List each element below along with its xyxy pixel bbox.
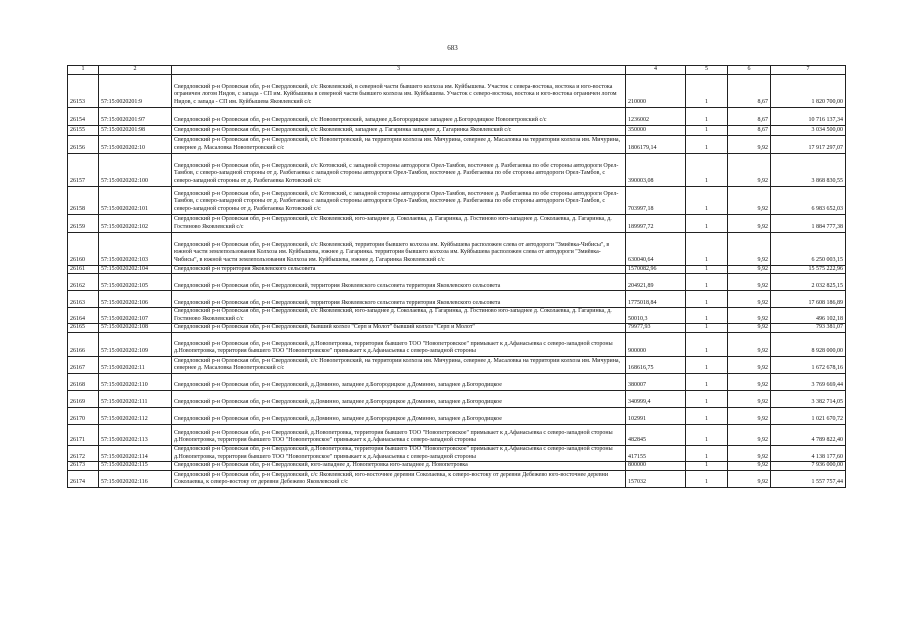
row-id: 26168 (68, 373, 99, 390)
area-value: 1806179,14 (626, 135, 686, 153)
area-value: 380007 (626, 373, 686, 390)
cadastral-value: 17 917 297,07 (771, 135, 846, 153)
table-row (68, 390, 846, 407)
location-description: Свердловский р-н Орловская обл, р-н Свердловский, с/с Котовский, с западной стороны автодороги Орел-Тамбов, восточнее д. Разбегаевка по обе стороны автодороги Орел-Тамбов, с северо-западной стороны от д. Разбегаевка с западной стороны автодороги Орел-Тамбов, восточнее д. Разбегаевка по обе стороны автодороги Орел-Тамбов, с северо-западной стороны от д. Разбегаевка Котовский с/с (172, 186, 626, 214)
count-value: 1 (686, 274, 728, 291)
rate-value: 9,92 (728, 135, 771, 153)
location-description: Свердловский р-н Орловская обл, р-н Свердловский, с/с Котовский, с западной стороны автодороги Орел-Тамбов, восточнее д. Разбегаевка по обе стороны автодороги Орел-Тамбов, с северо-западной стороны от д. Разбегаевка с западной стороны автодороги Орел-Тамбов, восточнее д. Разбегаевка по обе стороны автодороги Орел-Тамбов, с северо-западной стороны от д. Разбегаевка Котовский с/с (172, 153, 626, 186)
count-value: 1 (686, 308, 728, 324)
area-value: 417155 (626, 445, 686, 461)
cadastral-value: 1 820 700,00 (771, 74, 846, 107)
table-row (68, 356, 846, 373)
cadastral-value: 10 716 137,34 (771, 107, 846, 125)
row-id: 26163 (68, 291, 99, 308)
count-value: 1 (686, 407, 728, 424)
row-id: 26156 (68, 135, 99, 153)
location-description: Свердловский р-н Орловская обл, р-н Свердловский, с/с Яковлевский, юго-западнее д. Соколаевка, д. Гагаринка, д. Гостиново юго-западнее д. Соколаевка, д. Гагаринка, д. Гостиново Яковлевский с/с (172, 214, 626, 232)
cadastral-number: 57:15:0020202:108 (99, 324, 172, 333)
row-id: 26172 (68, 445, 99, 461)
location-description: Свердловский р-н Орловская обл, р-н Свердловский, с/с Новопетровский, на территории колхоза им. Мичурина, севернее д. Масаловка на территории колхоза им. Мичурина, севернее д. Масаловка Новопетровский с/с (172, 135, 626, 153)
cadastral-value: 8 928 000,00 (771, 332, 846, 356)
column-header: 2 (99, 66, 172, 75)
location-description: Свердловский р-н Орловская обл, р-н Свердловский, с/с Яковлевский, в северной части бывшего колхоза им. Куйбышева. Участок с севера-востока, востока и юго-востока ограничен логом Нидов, с запада - СП им. Куйбышева в северной части бывшего колхоза им. Куйбышева. Участок с северо-востока, востока и юго-востока ограничен логом Нидов, с запада - СП им. Куйбышева Яковлевский с/с (172, 74, 626, 107)
area-value: 1236002 (626, 107, 686, 125)
table-row (68, 462, 846, 471)
cadastral-value: 793 381,07 (771, 324, 846, 333)
table-row (68, 125, 846, 135)
row-id: 26162 (68, 274, 99, 291)
location-description: Свердловский р-н Орловская обл, р-н Свердловский, д.Доминно, западнее д.Богородицкое д.Доминно, западнее д.Богородицкое (172, 390, 626, 407)
count-value: 1 (686, 214, 728, 232)
row-id: 26155 (68, 125, 99, 135)
location-description: Свердловский р-н Орловская обл, р-н Свердловский, с/с Новопетровский, западнее д.Богородицкое западнее д.Богородицкое Новопетровский с/с (172, 107, 626, 125)
table-row (68, 445, 846, 461)
row-id: 26173 (68, 462, 99, 471)
cadastral-value: 496 102,18 (771, 308, 846, 324)
cadastral-value: 1 672 678,16 (771, 356, 846, 373)
table-row (68, 424, 846, 445)
location-description: Свердловский р-н Орловская обл, р-н Свердловский, д.Новопетровка, территория бывшего ТОО "Новопетровское" примыкает к д.Афанасьевка с северо-западной стороны д.Новопетровка, территория бывшего ТОО "Новопетровское" примыкает к д.Афанасьевка с северо-западной стороны (172, 445, 626, 461)
cadastral-number: 57:15:0020202:10 (99, 135, 172, 153)
area-value: 630040,64 (626, 232, 686, 265)
row-id: 26160 (68, 232, 99, 265)
count-value: 1 (686, 186, 728, 214)
rate-value: 9,92 (728, 274, 771, 291)
location-description: Свердловский р-н Орловская обл, р-н Свердловский, с/с Яковлевский, юго-западнее д. Соколаевка, д. Гагаринка, д. Гостиново юго-западнее д. Соколаевка, д. Гагаринка, д. Гостиново Яковлевский с/с (172, 308, 626, 324)
count-value: 1 (686, 265, 728, 274)
table-row (68, 407, 846, 424)
cadastral-value: 6 983 652,03 (771, 186, 846, 214)
count-value: 1 (686, 445, 728, 461)
rate-value: 9,92 (728, 424, 771, 445)
area-value: 482845 (626, 424, 686, 445)
count-value: 1 (686, 107, 728, 125)
cadastral-value: 1 884 777,38 (771, 214, 846, 232)
row-id: 26170 (68, 407, 99, 424)
row-id: 26159 (68, 214, 99, 232)
cadastral-number: 57:15:0020201:9 (99, 74, 172, 107)
rate-value: 8,67 (728, 125, 771, 135)
location-description: Свердловский р-н Орловская обл, р-н Свердловский, д.Доминно, западнее д.Богородицкое д.Доминно, западнее д.Богородицкое (172, 373, 626, 390)
cadastral-number: 57:15:0020201:97 (99, 107, 172, 125)
rate-value: 8,67 (728, 74, 771, 107)
area-value: 900000 (626, 332, 686, 356)
count-value: 1 (686, 373, 728, 390)
table-row (68, 265, 846, 274)
table-row (68, 373, 846, 390)
column-header: 7 (771, 66, 846, 75)
rate-value: 9,92 (728, 324, 771, 333)
rate-value: 9,92 (728, 153, 771, 186)
column-header: 6 (728, 66, 771, 75)
cadastral-number: 57:15:0020202:103 (99, 232, 172, 265)
cadastral-number: 57:15:0020202:115 (99, 462, 172, 471)
count-value: 1 (686, 470, 728, 487)
area-value: 204921,89 (626, 274, 686, 291)
rate-value: 9,92 (728, 265, 771, 274)
location-description: Свердловский р-н Орловская обл, р-н Свердловский, территория Яковлевского сельсовета территория Яковлевского сельсовета (172, 291, 626, 308)
column-header: 5 (686, 66, 728, 75)
row-id: 26153 (68, 74, 99, 107)
row-id: 26169 (68, 390, 99, 407)
rate-value: 9,92 (728, 308, 771, 324)
rate-value: 9,92 (728, 291, 771, 308)
rate-value: 9,92 (728, 407, 771, 424)
count-value: 1 (686, 125, 728, 135)
table-row (68, 324, 846, 333)
row-id: 26154 (68, 107, 99, 125)
cadastral-value: 4 789 822,40 (771, 424, 846, 445)
table-row (68, 274, 846, 291)
count-value: 1 (686, 135, 728, 153)
table-row (68, 232, 846, 265)
cadastral-value: 17 608 186,89 (771, 291, 846, 308)
cadastral-number: 57:15:0020201:98 (99, 125, 172, 135)
area-value: 189997,72 (626, 214, 686, 232)
cadastral-value: 3 868 830,55 (771, 153, 846, 186)
cadastral-number: 57:15:0020202:106 (99, 291, 172, 308)
table-row (68, 186, 846, 214)
row-id: 26158 (68, 186, 99, 214)
table-row (68, 332, 846, 356)
cadastral-value: 2 032 825,15 (771, 274, 846, 291)
table-row (68, 308, 846, 324)
page-number: 683 (447, 44, 458, 52)
row-id: 26166 (68, 332, 99, 356)
rate-value: 9,92 (728, 462, 771, 471)
cadastral-number: 57:15:0020202:110 (99, 373, 172, 390)
cadastral-value: 4 138 177,60 (771, 445, 846, 461)
area-value: 50010,3 (626, 308, 686, 324)
location-description: Свердловский р-н Орловская обл, р-н Свердловский, бывший колхоз "Серп и Молот" бывший колхоз "Серп и Молот" (172, 324, 626, 333)
count-value: 1 (686, 153, 728, 186)
cadastral-number: 57:15:0020202:101 (99, 186, 172, 214)
count-value: 1 (686, 291, 728, 308)
row-id: 26164 (68, 308, 99, 324)
table-row (68, 153, 846, 186)
table-row (68, 214, 846, 232)
table-header-row (68, 66, 846, 75)
row-id: 26174 (68, 470, 99, 487)
rate-value: 9,92 (728, 232, 771, 265)
cadastral-number: 57:15:0020202:116 (99, 470, 172, 487)
row-id: 26165 (68, 324, 99, 333)
column-header: 3 (172, 66, 626, 75)
cadastral-number: 57:15:0020202:104 (99, 265, 172, 274)
cadastral-table (67, 65, 846, 488)
location-description: Свердловский р-н Орловская обл, р-н Свердловский, с/с Новопетровский, на территории колхоза им. Мичурина, севернее д. Масаловка на территории колхоза им. Мичурина, севернее д. Масаловка Новопетровский с/с (172, 356, 626, 373)
count-value: 1 (686, 324, 728, 333)
count-value: 1 (686, 424, 728, 445)
location-description: Свердловский р-н Орловская обл, р-н Свердловский, д.Новопетровка, территория бывшего ТОО "Новопетровское" примыкает к д.Афанасьевка с северо-западной стороны д.Новопетровка, территория бывшего ТОО "Новопетровское" примыкает к д.Афанасьевка с северо-западной стороны (172, 424, 626, 445)
cadastral-value: 7 936 000,00 (771, 462, 846, 471)
row-id: 26161 (68, 265, 99, 274)
count-value: 1 (686, 232, 728, 265)
location-description: Свердловский р-н Орловская обл, р-н Свердловский, с/с Яковлевский, территория бывшего колхоза им. Куйбышева расположен слева от автодороги "Змиёвка-Чибисы", в южной части землепользования Колхоза им. Куйбышева, южнее д. Гагаринка. территория бывшего колхоза им. Куйбышева расположен слева от автодороги "Змиёвка-Чибисы", в южной части землепользования Колхоза им. Куйбышева, южнее д. Гагаринка Яковлевский с/с (172, 232, 626, 265)
area-value: 800000 (626, 462, 686, 471)
location-description: Свердловский р-н территория Яковлевского сельсовета (172, 265, 626, 274)
column-header: 1 (68, 66, 99, 75)
cadastral-number: 57:15:0020202:114 (99, 445, 172, 461)
area-value: 1570082,96 (626, 265, 686, 274)
cadastral-value: 15 575 222,96 (771, 265, 846, 274)
cadastral-number: 57:15:0020202:112 (99, 407, 172, 424)
area-value: 102991 (626, 407, 686, 424)
table-row (68, 135, 846, 153)
location-description: Свердловский р-н Орловская обл, р-н Свердловский, д.Новопетровка, территория бывшего ТОО "Новопетровское" примыкает к д.Афанасьевка с северо-западной стороны д.Новопетровка, территория бывшего ТОО "Новопетровское" примыкает к д.Афанасьевка с северо-западной стороны (172, 332, 626, 356)
location-description: Свердловский р-н Орловская обл, р-н Свердловский, д.Доминно, западнее д.Богородицкое д.Доминно, западнее д.Богородицкое (172, 407, 626, 424)
area-value: 210000 (626, 74, 686, 107)
table-row (68, 291, 846, 308)
table-row (68, 74, 846, 107)
rate-value: 9,92 (728, 445, 771, 461)
cadastral-value: 3 034 500,00 (771, 125, 846, 135)
rate-value: 8,67 (728, 107, 771, 125)
cadastral-number: 57:15:0020202:105 (99, 274, 172, 291)
count-value: 1 (686, 462, 728, 471)
rate-value: 9,92 (728, 356, 771, 373)
cadastral-number: 57:15:0020202:113 (99, 424, 172, 445)
area-value: 157032 (626, 470, 686, 487)
cadastral-number: 57:15:0020202:102 (99, 214, 172, 232)
row-id: 26171 (68, 424, 99, 445)
cadastral-number: 57:15:0020202:111 (99, 390, 172, 407)
cadastral-number: 57:15:0020202:107 (99, 308, 172, 324)
count-value: 1 (686, 356, 728, 373)
rate-value: 9,92 (728, 470, 771, 487)
table-row (68, 470, 846, 487)
count-value: 1 (686, 332, 728, 356)
rate-value: 9,92 (728, 214, 771, 232)
cadastral-number: 57:15:0020202:11 (99, 356, 172, 373)
area-value: 350000 (626, 125, 686, 135)
cadastral-number: 57:15:0020202:109 (99, 332, 172, 356)
area-value: 168616,75 (626, 356, 686, 373)
location-description: Свердловский р-н Орловская обл, р-н Свердловский, с/с Яковлевский, западнее д. Гагаринка западнее д. Гагаринка Яковлевский с/с (172, 125, 626, 135)
rate-value: 9,92 (728, 332, 771, 356)
area-value: 390003,08 (626, 153, 686, 186)
cadastral-value: 3 769 669,44 (771, 373, 846, 390)
location-description: Свердловский р-н Орловская обл, р-н Свердловский, с/с Яковлевский, юго-восточнее деревни Соколаевка, к северо-востоку от деревни Дебежево юго-восточнее деревни Соколаевка, к северо-востоку от деревни Дебежево Яковлевский с/с (172, 470, 626, 487)
table-row (68, 107, 846, 125)
cadastral-value: 6 250 003,15 (771, 232, 846, 265)
cadastral-number: 57:15:0020202:100 (99, 153, 172, 186)
count-value: 1 (686, 74, 728, 107)
cadastral-value: 1 557 757,44 (771, 470, 846, 487)
rate-value: 9,92 (728, 186, 771, 214)
area-value: 1775018,84 (626, 291, 686, 308)
rate-value: 9,92 (728, 373, 771, 390)
location-description: Свердловский р-н Орловская обл, р-н Свердловский, юго-западнее д. Новопетровка юго-западнее д. Новопетровка (172, 462, 626, 471)
rate-value: 9,92 (728, 390, 771, 407)
area-value: 79977,93 (626, 324, 686, 333)
area-value: 340999,4 (626, 390, 686, 407)
column-header: 4 (626, 66, 686, 75)
location-description: Свердловский р-н Орловская обл, р-н Свердловский, территория Яковлевского сельсовета территория Яковлевского сельсовета (172, 274, 626, 291)
row-id: 26167 (68, 356, 99, 373)
count-value: 1 (686, 390, 728, 407)
row-id: 26157 (68, 153, 99, 186)
cadastral-value: 1 021 670,72 (771, 407, 846, 424)
cadastral-value: 3 382 714,05 (771, 390, 846, 407)
area-value: 703997,18 (626, 186, 686, 214)
